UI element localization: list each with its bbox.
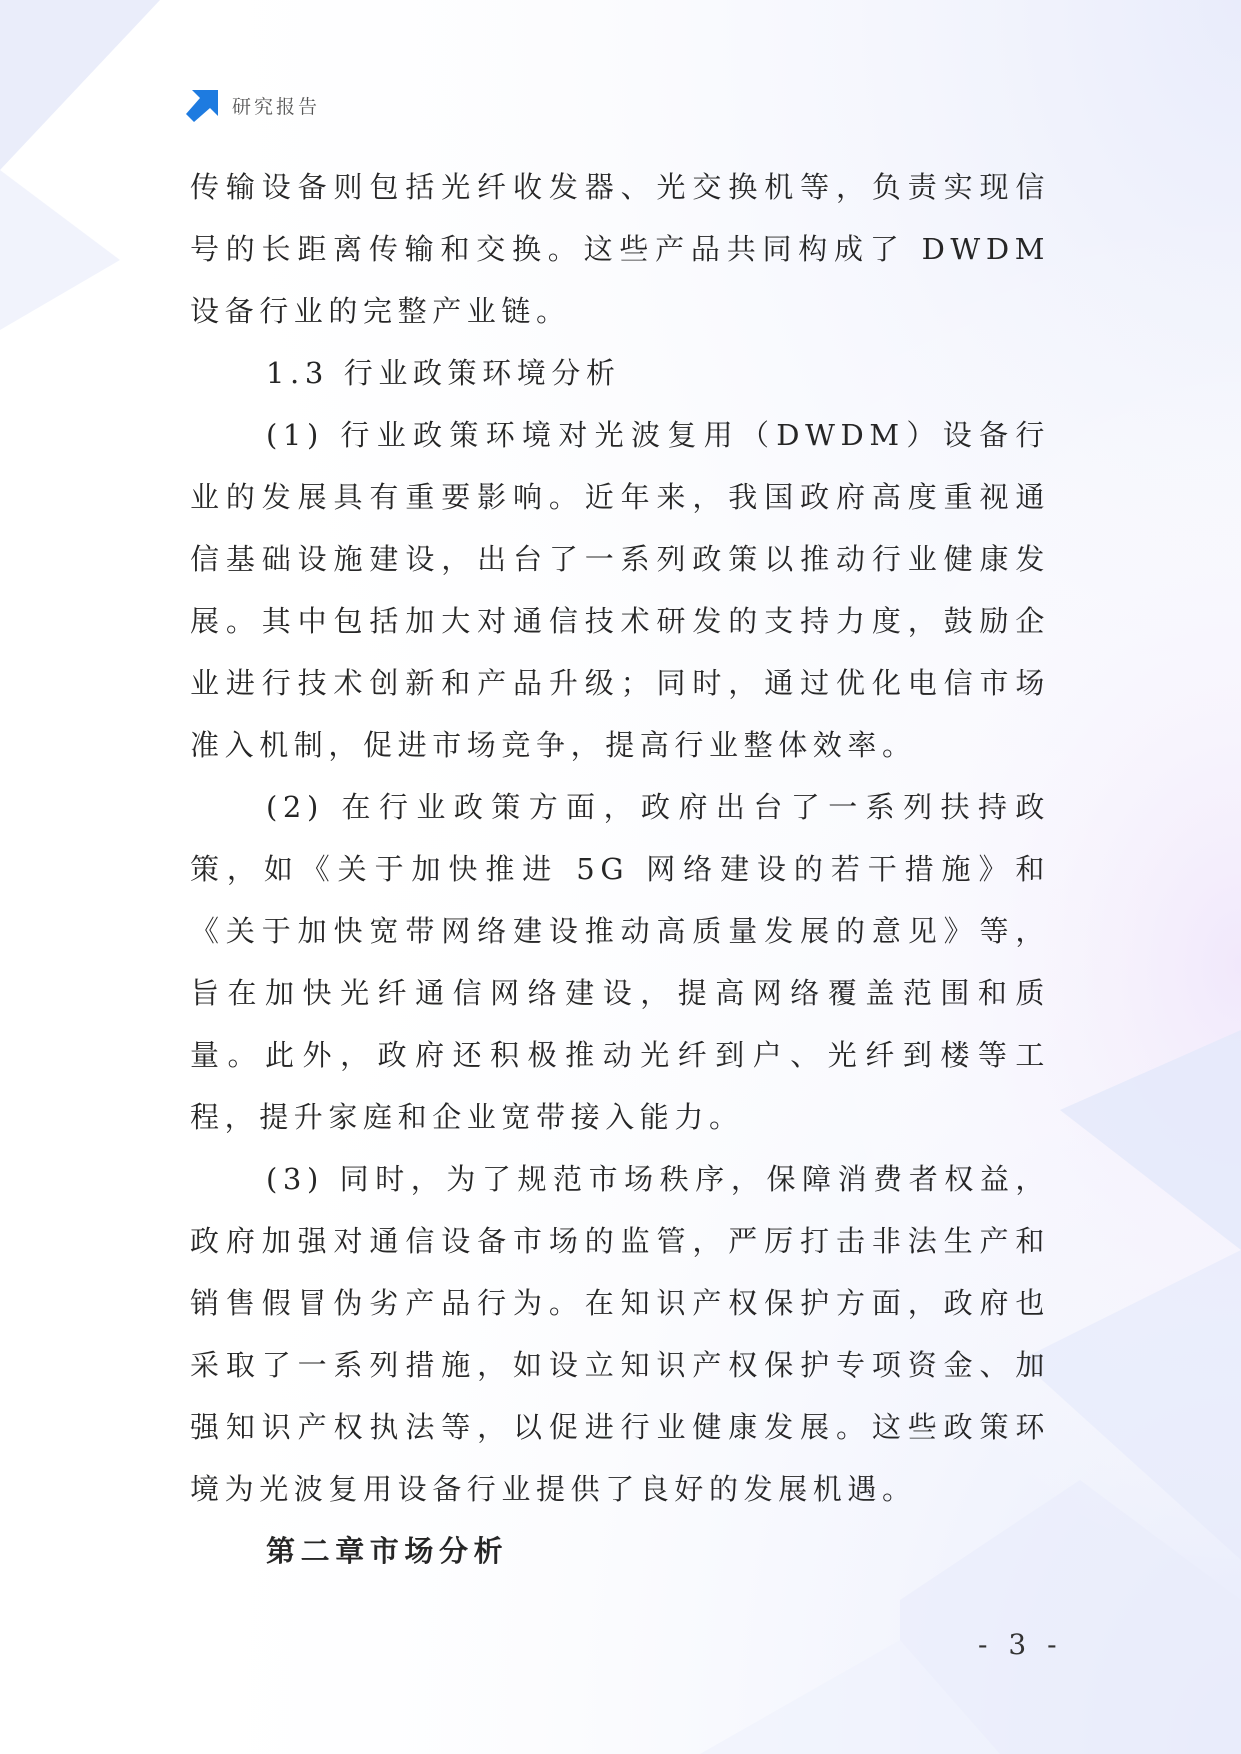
header-title: 研究报告 xyxy=(232,95,321,118)
paragraph-policy-2: (2) 在行业政策方面，政府出台了一系列扶持政策，如《关于加快推进 5G 网络建设的若干措施》和《关于加快宽带网络建设推动高质量发展的意见》等，旨在加快光纤通信网络建设，提高网络覆盖范围和质量。此外，政府还积极推动光纤到户、光纤到楼等工程，提升家庭和企业宽带接入能力。 xyxy=(190,790,1050,1134)
paragraph-policy-3: (3) 同时，为了规范市场秩序，保障消费者权益，政府加强对通信设备市场的监管，严厉打击非法生产和销售假冒伪劣产品行为。在知识产权保护方面，政府也采取了一系列措施，如设立知识产权保护专项资金、加强知识产权执法等，以促进行业健康发展。这些政策环境为光波复用设备行业提供了良好的发展机遇。 xyxy=(190,1162,1050,1506)
arrow-up-right-icon xyxy=(186,88,220,122)
paragraph-intro: 传输设备则包括光纤收发器、光交换机等，负责实现信号的长距离传输和交换。这些产品共同构成了 DWDM 设备行业的完整产业链。 xyxy=(190,170,1050,328)
paragraph-policy-1: (1) 行业政策环境对光波复用（DWDM）设备行业的发展具有重要影响。近年来，我国政府高度重视通信基础设施建设，出台了一系列政策以推动行业健康发展。其中包括加大对通信技术研发的支持力度，鼓励企业进行技术创新和产品升级；同时，通过优化电信市场准入机制，促进市场竞争，提高行业整体效率。 xyxy=(190,418,1050,762)
section-heading: 1.3 行业政策环境分析 xyxy=(266,356,621,390)
document-body xyxy=(190,156,1050,1582)
report-header xyxy=(186,88,320,122)
chapter-heading: 第二章市场分析 xyxy=(266,1534,509,1568)
page-number: - 3 - xyxy=(978,1628,1063,1661)
